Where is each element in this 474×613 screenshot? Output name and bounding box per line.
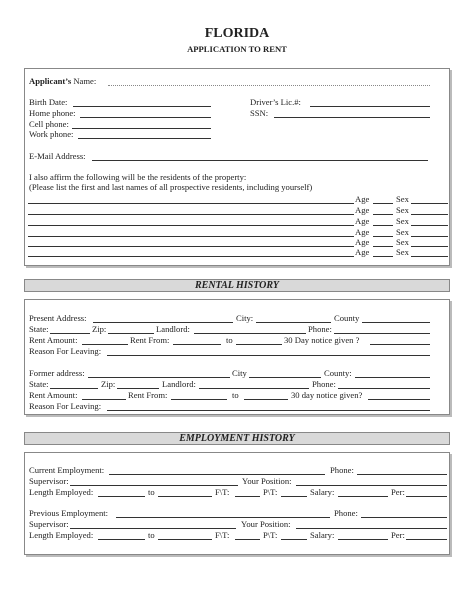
form-subtitle: APPLICATION TO RENT — [187, 44, 287, 54]
length-to-field[interactable] — [158, 539, 212, 540]
landlord-label: Landlord: — [156, 324, 190, 334]
state-field[interactable] — [50, 388, 98, 389]
salary-label: Salary: — [310, 530, 335, 540]
supervisor-label: Supervisor: — [29, 476, 69, 486]
rent-from-field[interactable] — [173, 344, 221, 345]
resident-name-field[interactable] — [28, 203, 354, 204]
sex-label: Sex — [396, 216, 409, 226]
resident-name-field[interactable] — [28, 236, 354, 237]
email-field[interactable] — [92, 160, 428, 161]
reason-label: Reason For Leaving: — [29, 401, 102, 411]
previous-employment-label: Previous Employment: — [29, 508, 109, 518]
notice-field[interactable] — [368, 399, 430, 400]
birth-date-field[interactable] — [73, 106, 211, 107]
pt-label: P\T: — [263, 530, 278, 540]
present-address-label: Present Address: — [29, 313, 87, 323]
phone-field[interactable] — [357, 474, 447, 475]
current-employment-label: Current Employment: — [29, 465, 105, 475]
age-field[interactable] — [373, 225, 393, 226]
rent-amount-label: Rent Amount: — [29, 335, 78, 345]
city-field[interactable] — [256, 322, 331, 323]
salary-label: Salary: — [310, 487, 335, 497]
resident-name-field[interactable] — [28, 256, 354, 257]
ft-label: F\T: — [215, 487, 230, 497]
sex-field[interactable] — [411, 203, 448, 204]
age-field[interactable] — [373, 214, 393, 215]
cell-phone-label: Cell phone: — [29, 119, 69, 129]
affirm-text: I also affirm the following will be the residents of the property: — [29, 172, 247, 182]
age-label: Age — [355, 194, 370, 204]
phone-field[interactable] — [338, 388, 430, 389]
birth-date-label: Birth Date: — [29, 97, 68, 107]
reason-field[interactable] — [107, 410, 430, 411]
employment-history-heading: EMPLOYMENT HISTORY — [24, 432, 450, 445]
county-label: County: — [324, 368, 352, 378]
sex-label: Sex — [396, 237, 409, 247]
age-label: Age — [355, 247, 370, 257]
per-field[interactable] — [406, 539, 447, 540]
rental-history-heading: RENTAL HISTORY — [24, 279, 450, 292]
position-field[interactable] — [296, 528, 447, 529]
supervisor-label: Supervisor: — [29, 519, 69, 529]
per-field[interactable] — [406, 496, 447, 497]
home-phone-field[interactable] — [80, 117, 211, 118]
drivers-lic-field[interactable] — [310, 106, 430, 107]
phone-field[interactable] — [334, 333, 430, 334]
form-title: FLORIDA — [204, 26, 270, 41]
state-label: State: — [29, 324, 49, 334]
zip-label: Zip: — [92, 324, 107, 334]
length-to-label: to — [148, 487, 155, 497]
notice-label: 30 day notice given? — [291, 390, 363, 400]
ft-label: F\T: — [215, 530, 230, 540]
ft-field[interactable] — [235, 496, 260, 497]
city-label: City — [232, 368, 247, 378]
age-label: Age — [355, 237, 370, 247]
affirm-instructions: (Please list the first and last names of all prospective residents, including yourself) — [29, 182, 313, 192]
age-label: Age — [355, 205, 370, 215]
age-label: Age — [355, 216, 370, 226]
phone-label: Phone: — [334, 508, 358, 518]
phone-field[interactable] — [361, 517, 447, 518]
position-label: Your Position: — [242, 476, 292, 486]
length-from-field[interactable] — [98, 539, 145, 540]
work-phone-field[interactable] — [78, 138, 211, 139]
rent-to-field[interactable] — [236, 344, 282, 345]
applicant-name-label: Applicant’s Name: — [29, 76, 97, 86]
sex-field[interactable] — [411, 214, 448, 215]
age-field[interactable] — [373, 236, 393, 237]
landlord-field[interactable] — [199, 388, 309, 389]
rent-from-label: Rent From: — [128, 390, 168, 400]
resident-name-field[interactable] — [28, 214, 354, 215]
work-phone-label: Work phone: — [29, 129, 74, 139]
pt-field[interactable] — [281, 496, 307, 497]
county-field[interactable] — [355, 377, 430, 378]
length-to-label: to — [148, 530, 155, 540]
city-field[interactable] — [249, 377, 321, 378]
age-label: Age — [355, 227, 370, 237]
reason-label: Reason For Leaving: — [29, 346, 102, 356]
rent-amount-label: Rent Amount: — [29, 390, 78, 400]
zip-field[interactable] — [117, 388, 159, 389]
sex-field[interactable] — [411, 225, 448, 226]
notice-field[interactable] — [370, 344, 430, 345]
sex-label: Sex — [396, 194, 409, 204]
salary-field[interactable] — [338, 539, 388, 540]
rent-amount-field[interactable] — [82, 399, 126, 400]
former-address-label: Former address: — [29, 368, 85, 378]
supervisor-field[interactable] — [70, 485, 238, 486]
resident-name-field[interactable] — [28, 225, 354, 226]
landlord-label: Landlord: — [162, 379, 196, 389]
length-from-field[interactable] — [98, 496, 145, 497]
length-employed-label: Length Employed: — [29, 530, 94, 540]
notice-label: 30 Day notice given ? — [284, 335, 360, 345]
state-label: State: — [29, 379, 49, 389]
rent-to-label: to — [232, 390, 239, 400]
age-field[interactable] — [373, 246, 393, 247]
drivers-lic-label: Driver’s Lic.#: — [250, 97, 301, 107]
age-field[interactable] — [373, 256, 393, 257]
phone-label: Phone: — [312, 379, 336, 389]
phone-label: Phone: — [308, 324, 332, 334]
zip-label: Zip: — [101, 379, 116, 389]
sex-field[interactable] — [411, 246, 448, 247]
sex-field[interactable] — [411, 236, 448, 237]
phone-label: Phone: — [330, 465, 354, 475]
position-label: Your Position: — [241, 519, 291, 529]
previous-employment-field[interactable] — [116, 517, 330, 518]
position-field[interactable] — [296, 485, 447, 486]
ft-field[interactable] — [235, 539, 260, 540]
rent-amount-field[interactable] — [82, 344, 128, 345]
applicant-name-field[interactable] — [108, 85, 430, 86]
home-phone-label: Home phone: — [29, 108, 76, 118]
per-label: Per: — [391, 530, 405, 540]
rent-to-field[interactable] — [244, 399, 288, 400]
pt-label: P\T: — [263, 487, 278, 497]
zip-field[interactable] — [108, 333, 154, 334]
ssn-field[interactable] — [274, 117, 430, 118]
age-field[interactable] — [373, 203, 393, 204]
rent-to-label: to — [226, 335, 233, 345]
salary-field[interactable] — [338, 496, 388, 497]
pt-field[interactable] — [281, 539, 307, 540]
landlord-field[interactable] — [194, 333, 306, 334]
county-label: County — [334, 313, 360, 323]
sex-label: Sex — [396, 247, 409, 257]
resident-name-field[interactable] — [28, 246, 354, 247]
sex-field[interactable] — [411, 256, 448, 257]
supervisor-field[interactable] — [70, 528, 236, 529]
per-label: Per: — [391, 487, 405, 497]
former-address-field[interactable] — [88, 377, 230, 378]
county-field[interactable] — [362, 322, 430, 323]
rent-from-label: Rent From: — [130, 335, 170, 345]
cell-phone-field[interactable] — [72, 128, 211, 129]
ssn-label: SSN: — [250, 108, 269, 118]
rent-from-field[interactable] — [171, 399, 227, 400]
sex-label: Sex — [396, 205, 409, 215]
state-field[interactable] — [50, 333, 90, 334]
current-employment-field[interactable] — [109, 474, 325, 475]
length-to-field[interactable] — [158, 496, 212, 497]
reason-field[interactable] — [107, 355, 430, 356]
length-employed-label: Length Employed: — [29, 487, 94, 497]
present-address-field[interactable] — [93, 322, 233, 323]
email-label: E-Mail Address: — [29, 151, 86, 161]
sex-label: Sex — [396, 227, 409, 237]
city-label: City: — [236, 313, 254, 323]
